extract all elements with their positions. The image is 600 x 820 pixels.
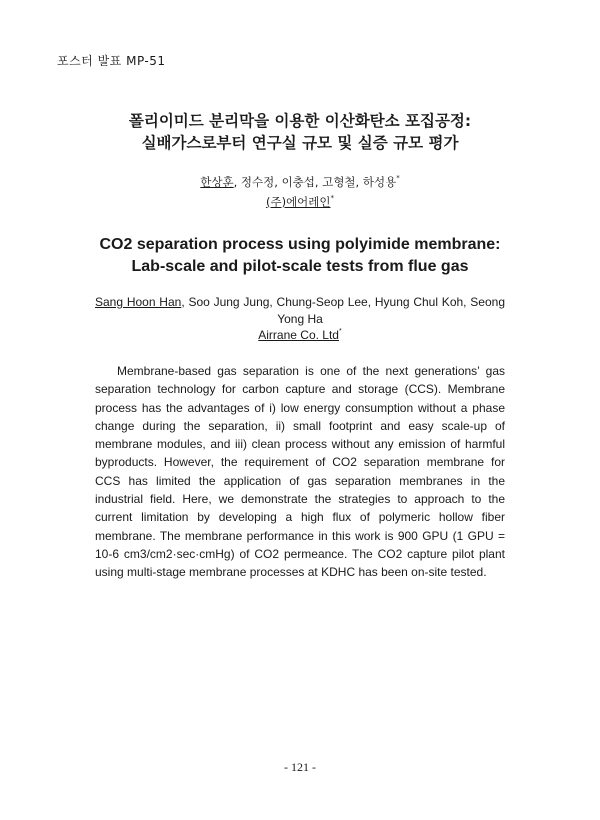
english-affiliation <box>0 328 600 342</box>
korean-title-line2: 실배가스로부터 연구실 규모 및 실증 규모 평가 <box>141 134 459 152</box>
session-label: 포스터 발표 MP-51 <box>57 54 166 68</box>
abstract-body: Membrane-based gas separation is one of the next generations’ gas separation technology for carbon capture and storage (CCS). Membrane process has the advantages of i) low energy consumption without a phase change during the separation, ii) small footprint and easy scale-up of membrane modules, and iii) clean process without any emission of harmful byproducts. However, the requirement of CO2 separation membrane for CCS has limited the application of gas separation membranes in the industrial field. Here, we demonstrate the strategies to approach to the current limitation by developing a high flux of polymeric hollow fiber membrane. The membrane performance in this work is 900 GPU (1 GPU = 10-6 cm3/cm2·sec·cmHg) of CO2 permeance. The CO2 capture pilot plant using multi-stage membrane processes at KDHC has been on-site tested. <box>95 364 505 580</box>
korean-affiliation-mark: * <box>330 194 335 202</box>
english-title-line1: CO2 separation process using polyimide membrane: <box>99 236 501 253</box>
english-affiliation-mark: * <box>338 328 342 335</box>
korean-authors <box>0 174 600 190</box>
page-number: - 121 - <box>284 760 316 774</box>
english-affiliation-name: Airrane Co. Ltd <box>258 328 339 342</box>
english-presenting-author: Sang Hoon Han <box>95 295 182 309</box>
korean-affiliation <box>0 194 600 210</box>
korean-author-mark: * <box>396 174 400 182</box>
english-title-line2: Lab-scale and pilot-scale tests from flue gas <box>131 258 469 275</box>
english-authors <box>95 294 505 328</box>
korean-other-authors: , 정수정, 이충섭, 고형철, 하성용 <box>233 175 397 189</box>
korean-presenting-author: 한상훈 <box>200 175 234 189</box>
english-other-authors: , Soo Jung Jung, Chung-Seop Lee, Hyung Chul Koh, Seong Yong Ha <box>181 295 505 326</box>
korean-title-line1: 폴리이미드 분리막을 이용한 이산화탄소 포집공정: <box>128 112 472 130</box>
korean-affiliation-name: (주)에어레인 <box>265 195 331 209</box>
